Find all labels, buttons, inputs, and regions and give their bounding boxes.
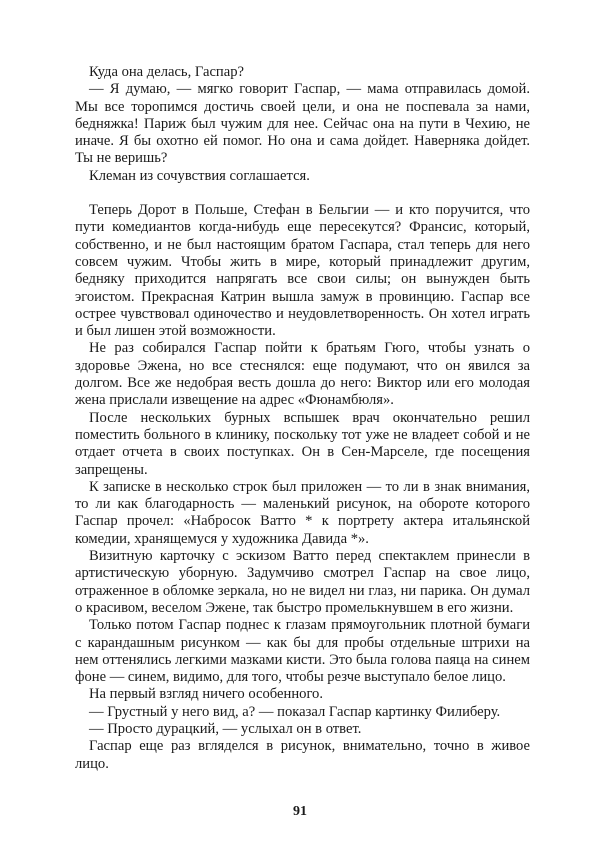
paragraph: На первый взгляд ничего особенного. bbox=[89, 686, 324, 703]
paragraph: К записке в несколько строк был приложен — то ли в знак внимания, то ли как благодарность — маленький рисунок, на обороте которого Гаспар прочел: «Набросок Ватто * к портрету актера итальянской комедии, хранящемуся у художника Давида *». bbox=[75, 478, 530, 547]
paragraph: — Грустный у него вид, а? — показал Гаспар картинку Филиберу. bbox=[89, 703, 501, 720]
paragraph: Клеман из сочувствия соглашается. bbox=[89, 167, 310, 184]
paragraph: Гаспар еще раз вгляделся в рисунок, внимательно, точно в живое лицо. bbox=[75, 738, 530, 772]
paragraph: Теперь Дорот в Польше, Стефан в Бельгии — и кто поручится, что пути комедиантов когда-нибудь еще пересекутся? Франсис, который, собственно, и не был настоящим братом Гаспара, стал теперь для него совсем чужим. Чтобы жить в мире, который принадлежит другим, бедняку приходится напрягать все свои силы; он вынужден быть эгоистом. Прекрасная Катрин вышла замуж в провинцию. Гаспар все острее чувствовал одиночество и неудовлетворенность. Он хотел играть и был лишен этой возможности. bbox=[75, 202, 530, 340]
page-text bbox=[75, 64, 530, 773]
paragraph: Не раз собирался Гаспар пойти к братьям Гюго, чтобы узнать о здоровье Эжена, но все стеснялся: еще подумают, что он явился за долгом. Все же недобрая весть дошла до него: Виктор или его молодая жена прислали извещение на адрес «Фюнамбюля». bbox=[75, 340, 530, 409]
page-number: 91 bbox=[293, 804, 307, 819]
paragraph: Куда она делась, Гаспар? bbox=[89, 64, 244, 80]
section-gap bbox=[75, 185, 530, 202]
paragraph: Только потом Гаспар поднес к глазам прямоугольник плотной бумаги с карандашным рисунком — как бы для пробы отдельные штрихи на нем оттенялись легкими мазками кисти. Это была голова паяца на синем фоне — синем, видимо, для того, чтобы резче выступало белое лицо. bbox=[75, 617, 530, 686]
paragraph: — Я думаю, — мягко говорит Гаспар, — мама отправилась домой. Мы все торопимся достичь своей цели, и она не поспевала за нами, бедняжка! Париж был чужим для нее. Сейчас она на пути в Чехию, не иначе. Я бы охотно ей помог. Но она и сама дойдет. Наверняка дойдет. Ты не веришь? bbox=[75, 81, 530, 167]
paragraph: После нескольких бурных вспышек врач окончательно решил поместить больного в клинику, поскольку тот уже не владеет собой и не отдает отчета в своих поступках. Он в Сен-Марселе, где посещения запрещены. bbox=[75, 409, 530, 478]
paragraph: — Просто дурацкий, — услыхал он в ответ. bbox=[89, 720, 362, 737]
paragraph: Визитную карточку с эскизом Ватто перед спектаклем принесли в артистическую уборную. Задумчиво смотрел Гаспар на свое лицо, отраженное в обломке зеркала, но не видел ни глаз, ни парика. Он думал о красивом, веселом Эжене, так быстро промелькнувшем в его жизни. bbox=[75, 548, 530, 616]
